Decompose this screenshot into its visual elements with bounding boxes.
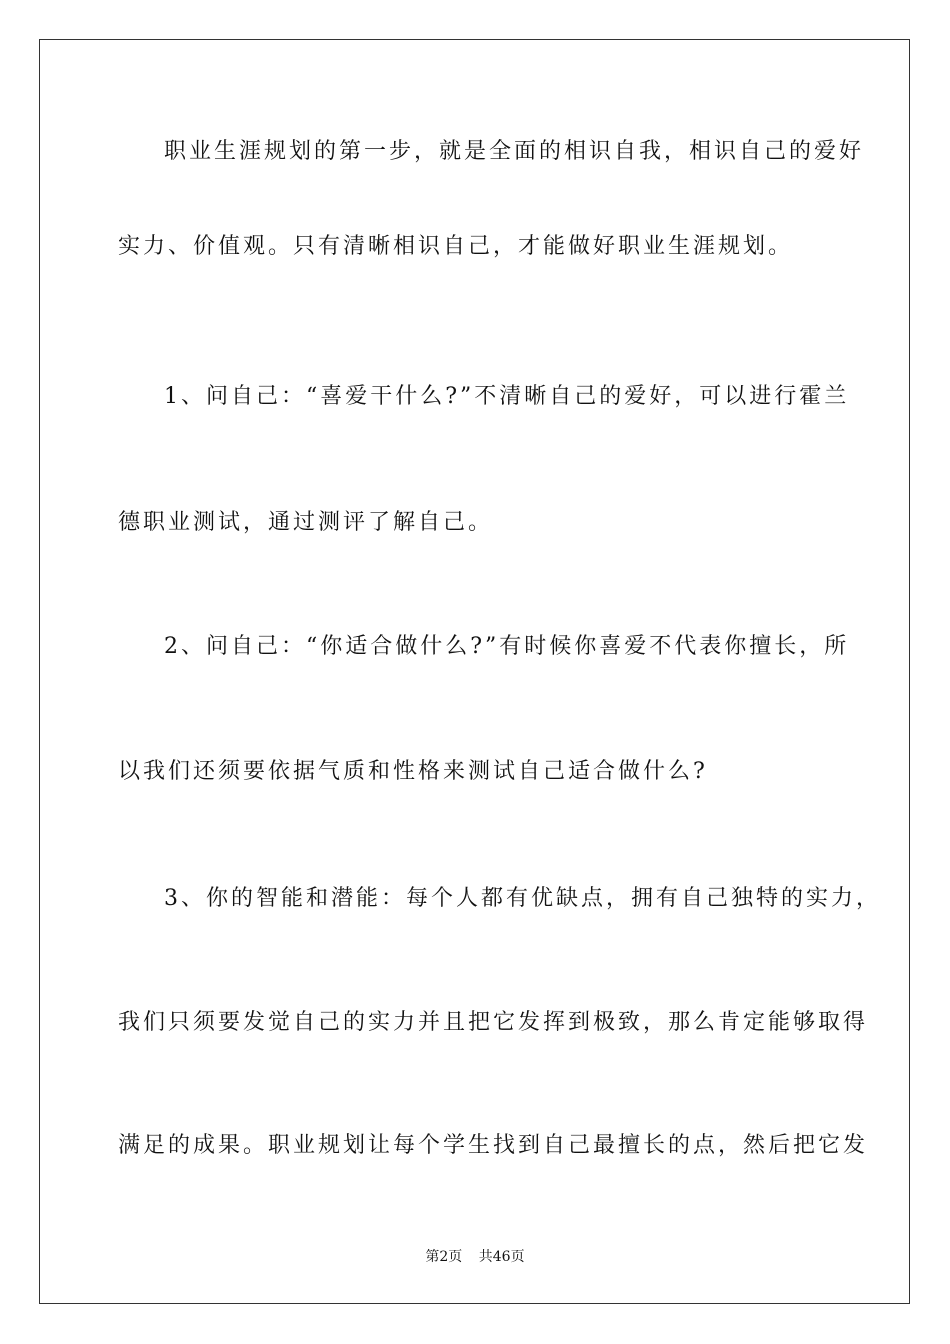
text-line-4: 德职业测试，通过测评了解自己。 [118,510,494,535]
page-number: 第2页 [425,1249,463,1265]
text-line-8: 我们只须要发觉自己的实力并且把它发挥到极致，那么肯定能够取得 [118,1010,869,1035]
text-line-3: 1、问自己：“喜爱干什么?”不清晰自己的爱好，可以进行霍兰 [164,384,850,409]
text-line-2: 实力、价值观。只有清晰相识自己，才能做好职业生涯规划。 [118,234,794,259]
text-line-1: 职业生涯规划的第一步，就是全面的相识自我，相识自己的爱好 [164,139,865,164]
text-line-5: 2、问自己：“你适合做什么?”有时候你喜爱不代表你擅长，所 [164,634,850,659]
page-footer [0,1247,950,1267]
page-total: 共46页 [478,1249,525,1265]
text-line-6: 以我们还须要依据气质和性格来测试自己适合做什么? [118,759,708,784]
page-border [39,39,910,1304]
text-line-7: 3、你的智能和潜能：每个人都有优缺点，拥有自己独特的实力， [164,886,881,911]
text-line-9: 满足的成果。职业规划让每个学生找到自己最擅长的点，然后把它发 [118,1133,869,1158]
